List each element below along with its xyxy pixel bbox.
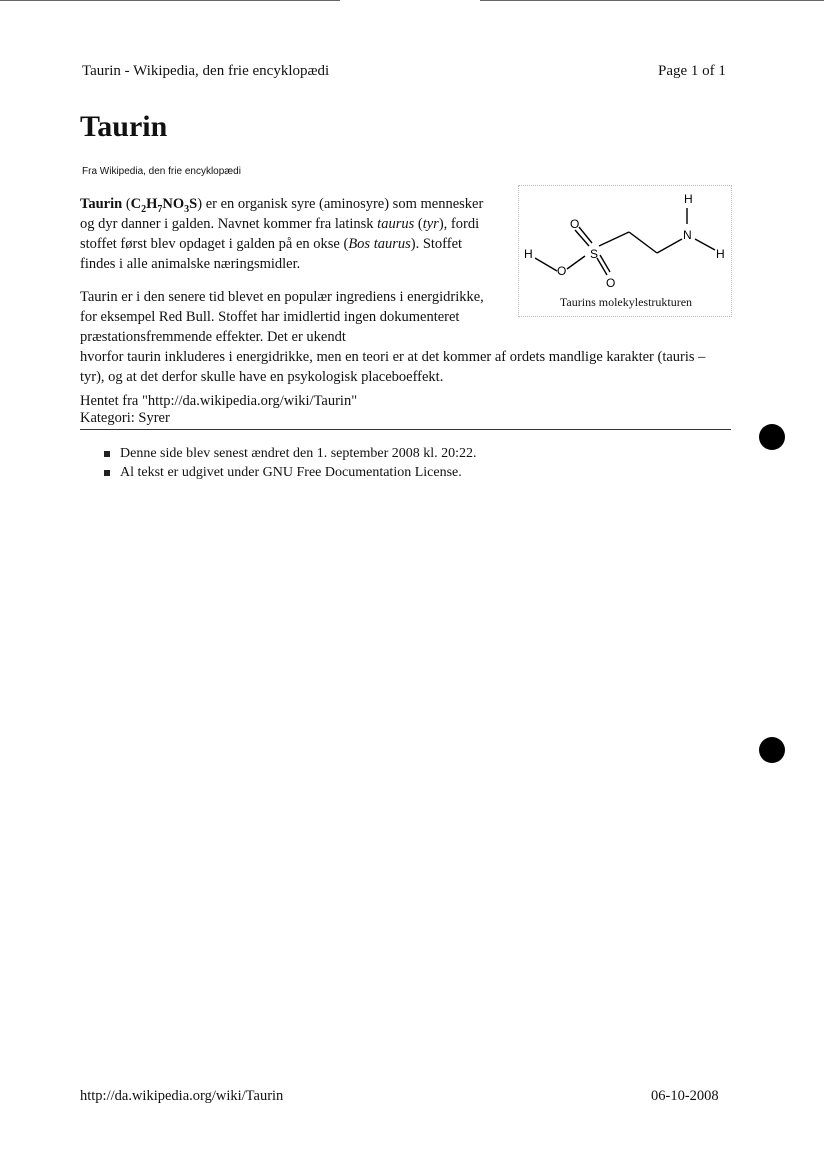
- molecule-infobox: [518, 185, 732, 317]
- scan-edge-line: [480, 0, 824, 1]
- paragraph-rest: hvorfor taurin inkluderes i energidrikke, men en teori er at det kommer af ordets mandlige karakter (tauris – tyr), og at det derfor skulle have en psykologisk placeboeffekt.: [80, 349, 706, 385]
- print-footer-url: http://da.wikipedia.org/wiki/Taurin: [80, 1088, 284, 1104]
- print-header-page: Page 1 of 1: [658, 63, 726, 79]
- taurine-structure-diagram: [519, 186, 733, 294]
- link-bos-taurus[interactable]: Bos taurus: [348, 236, 411, 252]
- atom-h-right: H: [716, 247, 725, 261]
- category-divider: [80, 429, 731, 430]
- formula: $C_2H_7NO_3S$: [130, 196, 198, 215]
- atom-o-left: O: [557, 264, 567, 278]
- list-item: Denne side blev senest ændret den 1. september 2008 kl. 20:22.: [104, 444, 477, 463]
- atom-s: S: [590, 247, 599, 261]
- category-link[interactable]: Kategori: Syrer: [80, 410, 170, 426]
- link-taurus[interactable]: taurus: [377, 216, 415, 232]
- punch-hole-mark: [759, 424, 785, 450]
- term-bold: Taurin: [80, 196, 123, 212]
- punch-hole-mark: [759, 737, 785, 763]
- scan-edge-line: [0, 0, 340, 1]
- intro-paragraph: Taurin $(C_2H_7NO_3S)$ er en organisk syre (aminosyre) som mennesker og dyr danner i galden. Navnet kommer fra latinsk taurus (tyr), fordi stoffet først blev opdaget i galden på en okse (Bos taurus). Stoffet findes i alle animalske næringsmidler.: [80, 196, 484, 272]
- print-footer-date: 06-10-2008: [651, 1088, 719, 1104]
- retrieved-from: Hentet fra "http://da.wikipedia.org/wiki/Taurin": [80, 393, 358, 409]
- atom-n: N: [683, 228, 692, 242]
- wrapped-text: Taurin er i den senere tid blevet en populær ingrediens i energidrikke, for eksempel Red Bull. Stoffet har imidlertid ingen dokumenteret præstationsfremmende effekter. Det er ukendt: [80, 289, 484, 345]
- italic-tyr: tyr: [422, 216, 439, 232]
- print-header-title: Taurin - Wikipedia, den frie encyklopædi: [82, 63, 330, 79]
- page-title: Taurin: [80, 110, 168, 143]
- atom-h-top: H: [684, 192, 693, 206]
- source-line: Fra Wikipedia, den frie encyklopædi: [82, 166, 241, 177]
- atom-o-top: O: [570, 217, 580, 231]
- footer-meta-list: [104, 444, 477, 482]
- atom-h-left: H: [524, 247, 533, 261]
- list-item: Al tekst er udgivet under GNU Free Documentation License.: [104, 463, 477, 482]
- atom-o-bottom: O: [606, 276, 616, 290]
- infobox-caption: Taurins molekylestrukturen: [559, 295, 693, 309]
